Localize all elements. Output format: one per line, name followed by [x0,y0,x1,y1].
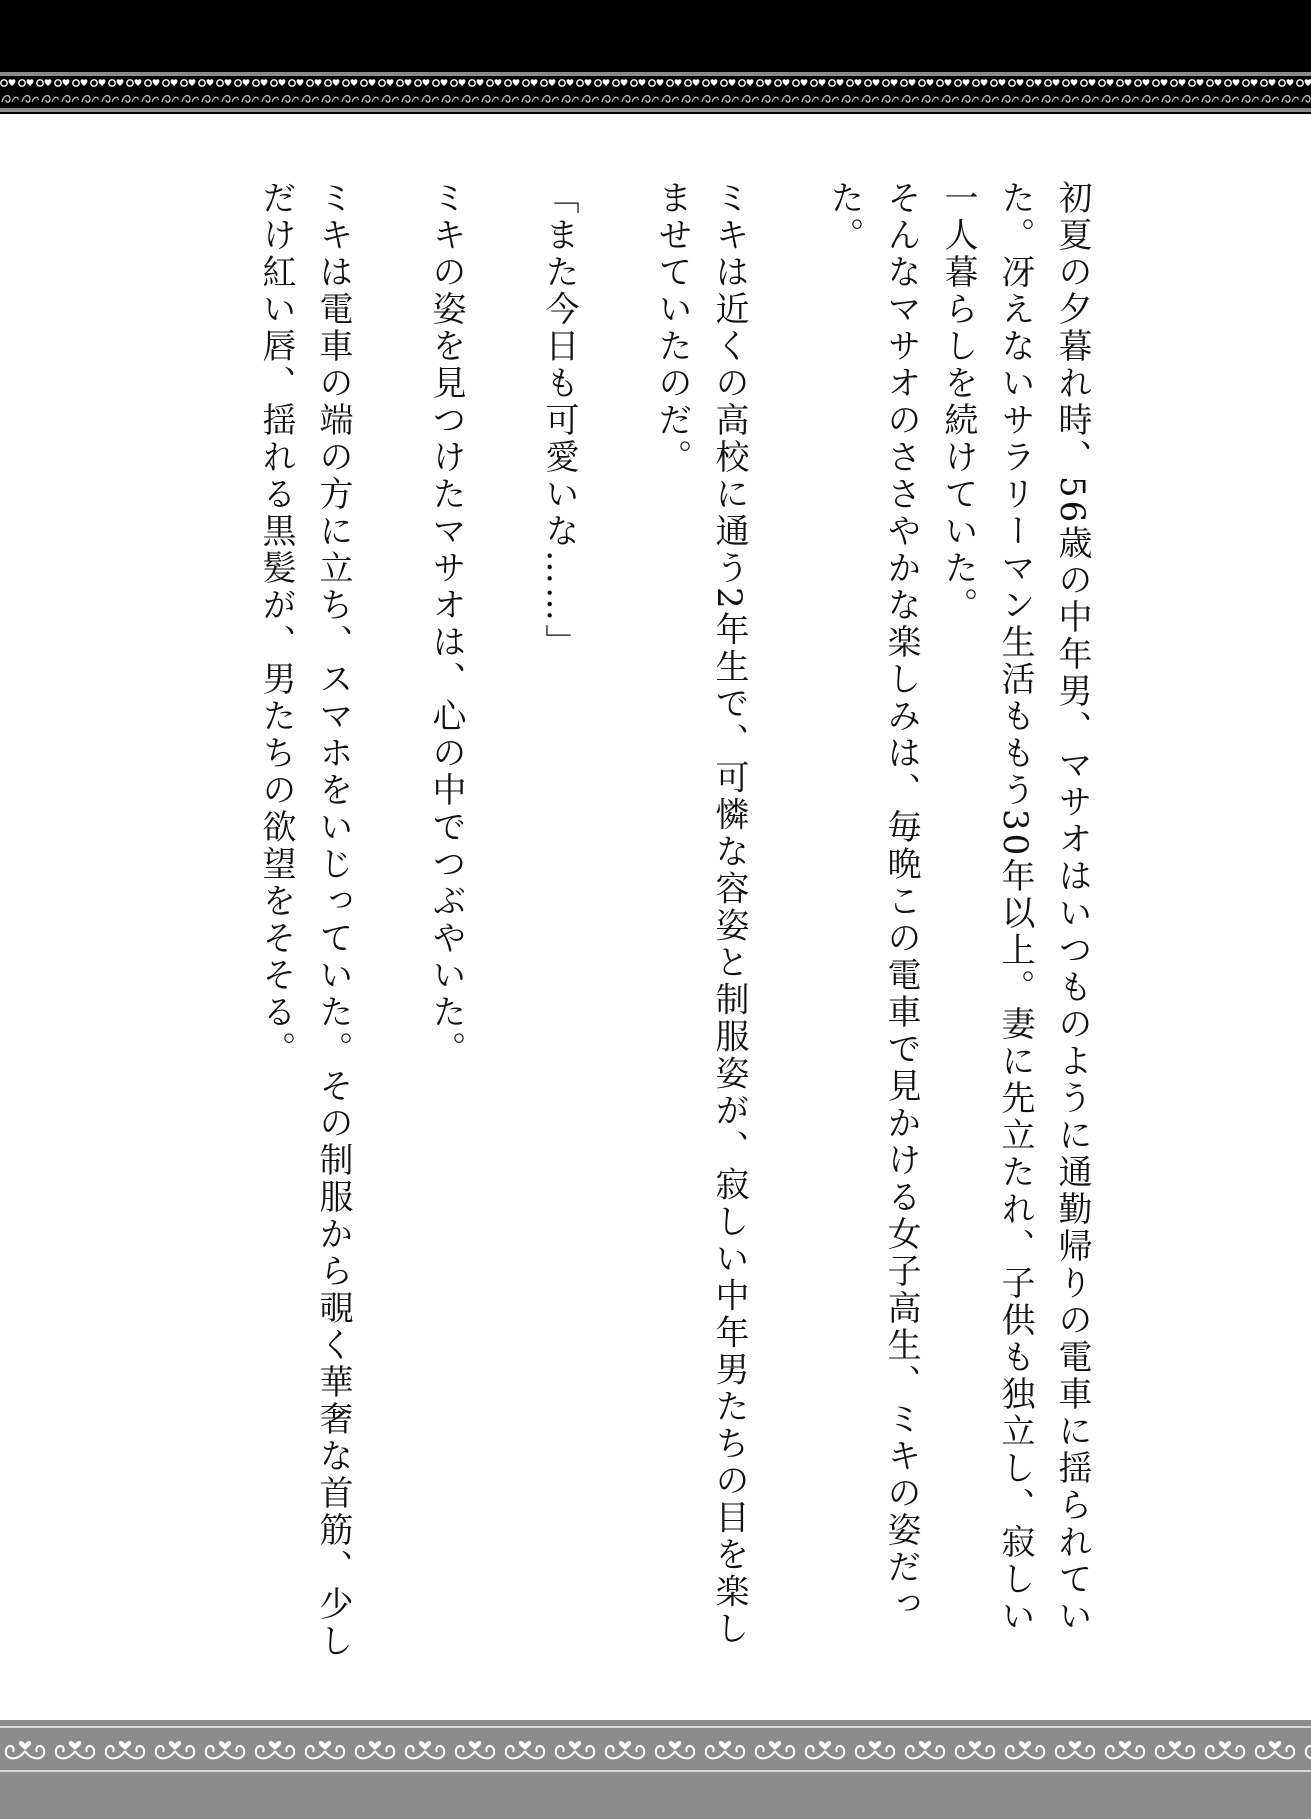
dialogue-line: 「また今日も可愛いな……」 [539,180,579,661]
novel-text-block [200,180,1100,1660]
paragraph-miki-intro: ミキは近くの高校に通う2年生で、可憐な容姿と制服姿が、寂しい中年男たちの目を楽しませていたのだ。 [652,180,749,1648]
heart-lace-border-icon [0,76,1311,90]
top-border-edge-lower [0,108,1311,112]
bottom-border-line-upper [0,1726,1311,1728]
scroll-lace-border-icon [0,92,1311,106]
bottom-ornamental-border [0,1720,1311,1819]
top-black-band [0,0,1311,72]
paragraph-opening: 初夏の夕暮れ時、56歳の中年男、マサオはいつものように通勤帰りの電車に揺られていた。冴えないサラリーマン生活ももう30年以上。妻に先立たれ、子供も独立し、寂しい一人暮らしを続けていた。 [938,180,1092,1636]
heart-scroll-border-icon [0,1734,1311,1766]
bottom-border-line-lower [0,1770,1311,1772]
paragraph-miki-description: ミキは電車の端の方に立ち、スマホをいじっていた。その制服から覗く華奢な首筋、少しだけ紅い唇、揺れる黒髪が、男たちの欲望をそそる。 [256,180,353,1660]
paragraph-masao-pleasure: そんなマサオのささやかな楽しみは、毎晩この電車で見かける女子高生、ミキの姿だった。 [824,180,921,1623]
top-lace-border [0,72,1311,114]
paragraph-masao-murmur: ミキの姿を見つけたマサオは、心の中でつぶやいた。 [426,180,466,1068]
